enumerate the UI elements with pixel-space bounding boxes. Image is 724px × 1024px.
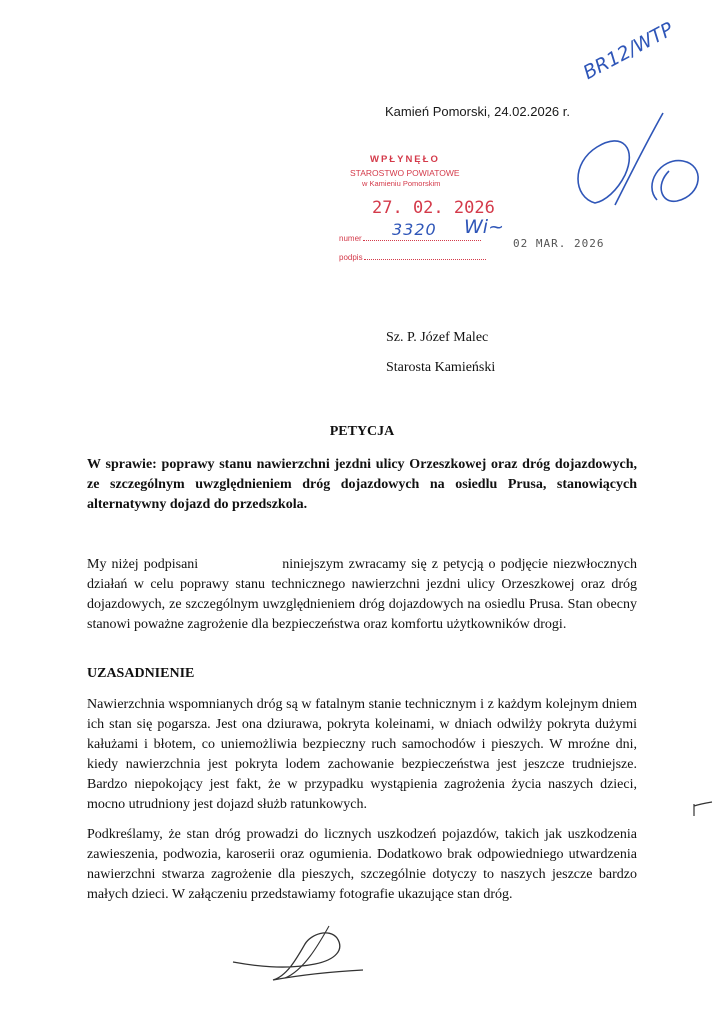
document-subject: W sprawie: poprawy stanu nawierzchni jezdni ulicy Orzeszkowej oraz dróg dojazdowych, ze szczególnym uwzględnieniem dróg dojazdowych na osiedlu Prusa, stanowiących alternatywny dojazd do przedszkola. [87,457,637,512]
stamp-date: 27. 02. 2026 [372,198,495,218]
stamp-title: WPŁYNĘŁO [370,154,440,165]
blue-signature-scribble [565,105,715,220]
recipient-title: Starosta Kamieński [386,360,496,375]
stamp-location: w Kamieniu Pomorskim [362,179,441,188]
margin-mark [692,800,716,820]
justification-paragraph-1: Nawierzchnia wspomnianych dróg są w fatalnym stanie technicznym i z każdym kolejnym dniem ich stan się pogarsza. Jest ona dziurawa, pokryta koleinami, w dniach odwilży pokryta dużymi kałużami i błotem, co uniemożliwia bezpieczny ruch samochodów i pieszych. W mroźne dni, kiedy nawierzchnia jest pokryta lodem zachowanie bezpieczeństwa jest jeszcze trudniejsze. Bardzo niepokojący jest fakt, że w przypadku wystąpienia zagrożenia życia naszych dzieci, mocno utrudniony jest dojazd służb ratunkowych. [87,697,637,812]
section-heading: UZASADNIENIE [87,666,195,681]
intro-paragraph [87,555,637,635]
registry-stamp [334,150,504,268]
place-date: Kamień Pomorski, 24.02.2026 r. [385,104,570,119]
document-title: PETYCJA [329,424,395,439]
stamp-signature-label: podpis [339,253,363,262]
intro-rest: niniejszym zwracamy się z petycją o podjęcie niezwłocznych działań w celu poprawy stanu technicznego nawierzchni jezdni ulicy Orzeszkowej oraz dróg dojazdowych, ze szczególnym uwzględnieniem dróg dojazdowych na osiedlu Prusa. Stan obecny stanowi poważne zagrożenie dla bezpieczeństwa oraz komfortu użytkowników drogi. [87,557,637,632]
stamp-initials: Wi~ [464,216,504,238]
signature [225,920,375,990]
stamp-office: STAROSTWO POWIATOWE [350,168,460,178]
intro-start: My niżej podpisani [87,557,199,572]
received-date-stamp: 02 MAR. 2026 [513,237,605,250]
justification-paragraph-2: Podkreślamy, że stan dróg prowadzi do licznych uszkodzeń pojazdów, takich jak uszkodzenia zawieszenia, podwozia, karoserii oraz ogumienia. Dodatkowo brak odpowiedniego utwardzenia nawierzchni stwarza zagrożenie dla pieszych, szczególnie dotyczy to naszych jeszcze bardzo małych dzieci. W załączeniu przedstawiamy fotografie ukazujące stan dróg. [87,827,637,902]
stamp-number-value: 3320 [392,220,437,239]
handwritten-reference: BR12/WTP [579,18,678,85]
recipient-name: Sz. P. Józef Malec [386,330,489,345]
stamp-number-label: numer [339,234,362,243]
stamp-signature-row [339,251,486,262]
